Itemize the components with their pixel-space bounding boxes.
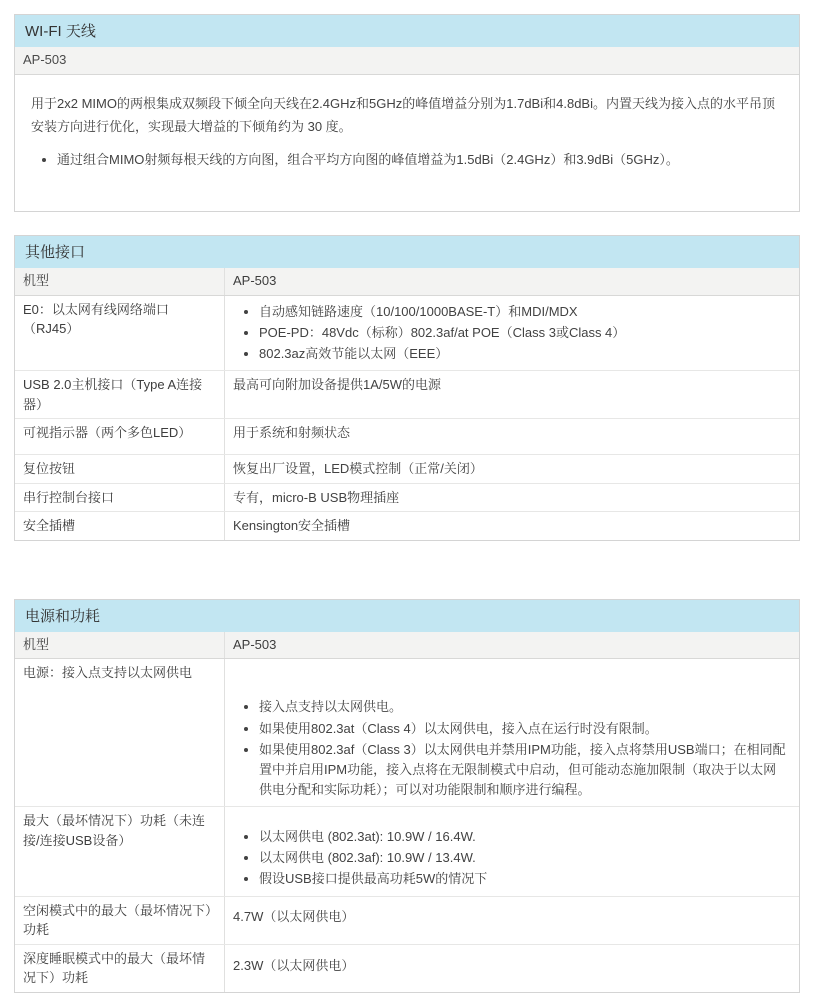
spec-value: 恢复出厂设置，LED模式控制（正常/关闭） <box>233 461 483 477</box>
column-header-model: 机型 <box>15 632 225 659</box>
section-title-other-interfaces: 其他接口 <box>15 236 799 268</box>
spec-label: 复位按钮 <box>15 455 225 483</box>
spec-value <box>225 296 799 370</box>
table-row-max-consumption <box>15 807 799 896</box>
spec-label: USB 2.0主机接口（Type A连接器） <box>15 371 225 418</box>
spec-label: E0：以太网有线网络端口（RJ45） <box>15 296 225 370</box>
ethernet-bullet-list <box>233 302 789 364</box>
table-row-indicators <box>15 419 799 455</box>
antenna-bullet-list <box>31 149 783 171</box>
spec-label: 空闲模式中的最大（最坏情况下）功耗 <box>15 897 225 944</box>
spec-value: 用于系统和射频状态 <box>233 425 351 441</box>
section-wifi-antenna <box>14 14 800 212</box>
spec-value <box>225 659 799 806</box>
section-title-power: 电源和功耗 <box>15 600 799 632</box>
wifi-antenna-body <box>15 75 799 211</box>
table-row-ethernet-port <box>15 296 799 371</box>
bullet-item: • 如果使用802.3af（Class 3）以太网供电并禁用IPM功能，接入点将禁用USB端口；在相同配置中并启用IPM功能，接入点将在无限制模式中启动，但可能动态施加限制（取决于以太网供电分配和实际功耗）；可以对功能限制和顺序进行编程。 <box>259 740 789 800</box>
table-row-power-source <box>15 659 799 807</box>
bullet-item: • 以太网供电 (802.3af): 10.9W / 13.4W. <box>259 848 789 868</box>
table-row-idle-consumption <box>15 897 799 945</box>
spec-label: 最大（最坏情况下）功耗（未连接/连接USB设备） <box>15 807 225 895</box>
bullet-item: • 假设USB接口提供最高功耗5W的情况下 <box>259 869 789 889</box>
column-header-value: AP-503 <box>233 636 277 652</box>
bullet-item: • 接入点支持以太网供电。 <box>259 697 789 717</box>
spec-value: 4.7W（以太网供电） <box>233 908 355 924</box>
bullet-item: • POE-PD：48Vdc（标称）802.3af/at POE（Class 3或Class 4） <box>259 323 789 343</box>
antenna-description: 用于2x2 MIMO的两根集成双频段下倾全向天线在2.4GHz和5GHz的峰值增益分别为1.7dBi和4.8dBi。内置天线为接入点的水平吊顶安装方向进行优化，实现最大增益的下倾角约为 30 度。 <box>31 95 775 135</box>
spec-value: 最高可向附加设备提供1A/5W的电源 <box>233 377 442 393</box>
column-header-value: AP-503 <box>233 272 277 288</box>
spec-label: 安全插槽 <box>15 512 225 540</box>
power-bullet-list <box>233 697 789 800</box>
section-other-interfaces <box>14 235 800 541</box>
section-title-wifi-antenna: WI-FI 天线 <box>15 15 799 47</box>
section-power-consumption <box>14 599 800 993</box>
table-row-deepsleep-consumption <box>15 945 799 992</box>
table-row-usb <box>15 371 799 419</box>
spec-label: 电源：接入点支持以太网供电 <box>15 659 225 806</box>
table-header-row <box>15 268 799 296</box>
spec-value <box>225 807 799 895</box>
bullet-item: • 以太网供电 (802.3at): 10.9W / 16.4W. <box>259 827 789 847</box>
bullet-item: • 802.3az高效节能以太网（EEE） <box>259 344 789 364</box>
table-row-reset-button <box>15 455 799 484</box>
bullet-item: • 自动感知链路速度（10/100/1000BASE-T）和MDI/MDX <box>259 302 789 322</box>
table-header-row <box>15 632 799 660</box>
model-subheader: AP-503 <box>15 47 799 75</box>
spec-label: 可视指示器（两个多色LED） <box>15 419 225 454</box>
max-consumption-bullet-list <box>233 827 789 889</box>
spec-value: 2.3W（以太网供电） <box>233 957 355 973</box>
bullet-item: • 通过组合MIMO射频每根天线的方向图，组合平均方向图的峰值增益为1.5dBi（2.4GHz）和3.9dBi（5GHz）。 <box>57 149 783 171</box>
column-header-model: 机型 <box>15 268 225 295</box>
table-row-security-slot <box>15 512 799 540</box>
spec-value: 专有，micro-B USB物理插座 <box>233 489 400 505</box>
spec-label: 深度睡眠模式中的最大（最坏情况下）功耗 <box>15 945 225 992</box>
table-row-serial-console <box>15 484 799 513</box>
spec-label: 串行控制台接口 <box>15 484 225 512</box>
spec-value: Kensington安全插槽 <box>233 518 351 534</box>
bullet-item: • 如果使用802.3at（Class 4）以太网供电，接入点在运行时没有限制。 <box>259 719 789 739</box>
